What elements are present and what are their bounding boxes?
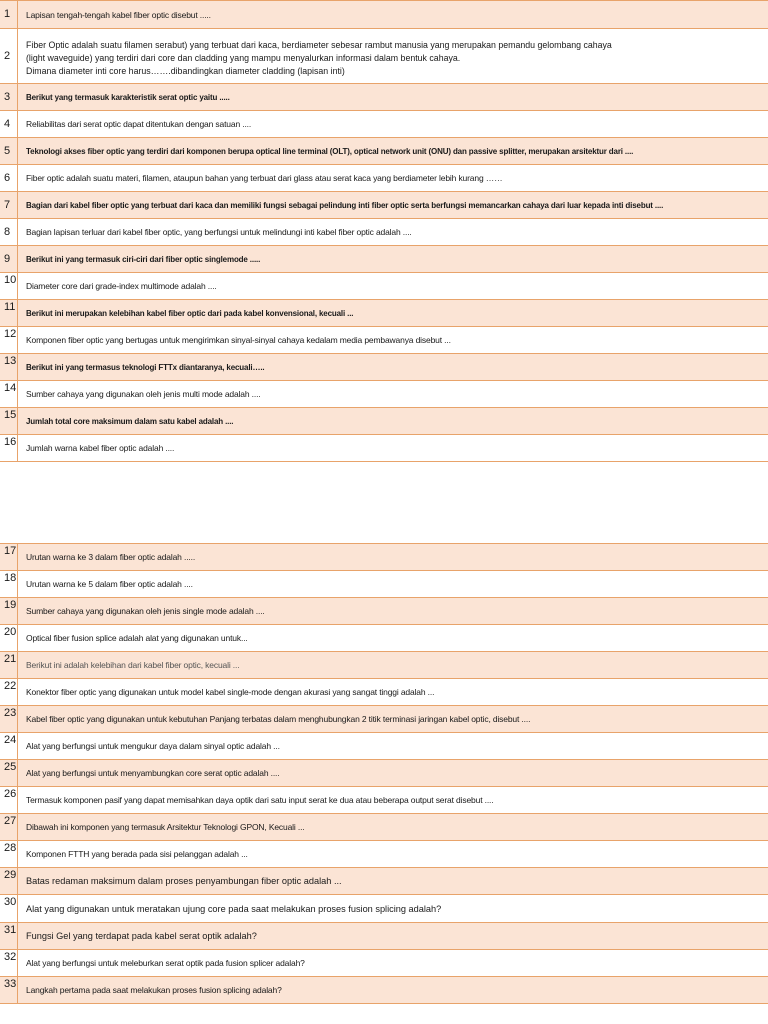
- question-number: 30: [0, 895, 18, 922]
- question-number: 21: [0, 652, 18, 678]
- table-row: [0, 570, 768, 597]
- question-number: 31: [0, 923, 18, 949]
- question-text: Fiber optic adalah suatu materi, filamen, ataupun bahan yang terbuat dari glass atau serat kaca yang berdiameter lebih kurang ……: [26, 173, 503, 183]
- table-row: [0, 949, 768, 976]
- table-row: [0, 245, 768, 272]
- table-row: [0, 759, 768, 786]
- question-number: 32: [0, 950, 18, 976]
- table-row: [0, 624, 768, 651]
- question-text: Komponen FTTH yang berada pada sisi pelanggan adalah ...: [26, 849, 248, 859]
- question-text: Jumlah total core maksimum dalam satu kabel adalah ....: [26, 416, 234, 426]
- table-row: [0, 380, 768, 407]
- question-text: Termasuk komponen pasif yang dapat memisahkan daya optik dari satu input serat ke dua atau beberapa output serat disebut ....: [26, 795, 494, 805]
- question-number: 28: [0, 841, 18, 867]
- table-row: [0, 894, 768, 922]
- question-number: 12: [0, 327, 18, 353]
- question-number: 3: [0, 84, 18, 110]
- table-row: [0, 326, 768, 353]
- question-text: Fiber Optic adalah suatu filamen serabut) yang terbuat dari kaca, berdiameter sebesar rambut manusia yang merupakan pemandu gelombang cahaya (light waveguide) yang terdiri dari core dan cladding yang mampu menyalurkan informasi dalam bentuk cahaya. Dimana diameter inti core harus…….dibandingkan diameter cladding (lapisan inti): [26, 40, 612, 76]
- question-text: Batas redaman maksimum dalam proses penyambungan fiber optic adalah ...: [26, 876, 342, 886]
- table-row: [0, 407, 768, 434]
- question-number: 2: [0, 29, 18, 83]
- table-row: [0, 678, 768, 705]
- question-number: 4: [0, 111, 18, 137]
- question-text: Lapisan tengah-tengah kabel fiber optic disebut .....: [26, 9, 211, 20]
- question-number: 14: [0, 381, 18, 407]
- question-number: 6: [0, 165, 18, 191]
- table-row: [0, 353, 768, 380]
- table-row: [0, 976, 768, 1004]
- question-text: Urutan warna ke 5 dalam fiber optic adalah ....: [26, 579, 193, 589]
- table-row: [0, 813, 768, 840]
- table-row: [0, 705, 768, 732]
- question-text: Berikut ini adalah kelebihan dari kabel fiber optic, kecuali ...: [26, 660, 240, 670]
- question-number: 11: [0, 300, 18, 326]
- table-row: [0, 434, 768, 462]
- question-text: Sumber cahaya yang digunakan oleh jenis multi mode adalah ....: [26, 389, 261, 399]
- question-number: 7: [0, 192, 18, 218]
- table-row: [0, 164, 768, 191]
- question-number: 18: [0, 571, 18, 597]
- table-row: [0, 840, 768, 867]
- question-number: 25: [0, 760, 18, 786]
- question-text: Fungsi Gel yang terdapat pada kabel serat optik adalah?: [26, 931, 257, 941]
- table-row: [0, 867, 768, 894]
- table-row: [0, 922, 768, 949]
- table-row: [0, 191, 768, 218]
- question-number: 13: [0, 354, 18, 380]
- question-number: 24: [0, 733, 18, 759]
- question-text: Konektor fiber optic yang digunakan untuk model kabel single-mode dengan akurasi yang sangat tinggi adalah ...: [26, 687, 435, 697]
- table-row: [0, 597, 768, 624]
- question-text: Berikut yang termasuk karakteristik serat optic yaitu .....: [26, 92, 230, 102]
- question-text: Langkah pertama pada saat melakukan proses fusion splicing adalah?: [26, 985, 282, 995]
- question-text: Urutan warna ke 3 dalam fiber optic adalah .....: [26, 552, 196, 562]
- question-text: Bagian lapisan terluar dari kabel fiber optic, yang berfungsi untuk melindungi inti kabel fiber optic adalah ....: [26, 227, 412, 237]
- question-text: Teknologi akses fiber optic yang terdiri dari komponen berupa optical line terminal (OLT), optical network unit (ONU) dan passive splitter, merupakan arsitektur dari ....: [26, 146, 634, 156]
- question-text: Jumlah warna kabel fiber optic adalah ....: [26, 443, 175, 453]
- question-number: 15: [0, 408, 18, 434]
- question-number: 22: [0, 679, 18, 705]
- question-number: 10: [0, 273, 18, 299]
- question-text: Alat yang berfungsi untuk meleburkan serat optik pada fusion splicer adalah?: [26, 958, 305, 968]
- table-row: [0, 299, 768, 326]
- question-number: 20: [0, 625, 18, 651]
- table-row: [0, 786, 768, 813]
- table-row: [0, 272, 768, 299]
- question-text: Kabel fiber optic yang digunakan untuk kebutuhan Panjang terbatas dalam menghubungkan 2 titik terminasi jaringan kabel optic, disebut ....: [26, 714, 531, 724]
- question-number: 33: [0, 977, 18, 1003]
- question-number: 5: [0, 138, 18, 164]
- question-text: Alat yang berfungsi untuk mengukur daya dalam sinyal optic adalah ...: [26, 741, 280, 751]
- question-number: 17: [0, 544, 18, 570]
- table-row: [0, 110, 768, 137]
- question-text: Diameter core dari grade-index multimode adalah ....: [26, 281, 217, 291]
- question-number: 19: [0, 598, 18, 624]
- table-row: [0, 28, 768, 83]
- question-text: Sumber cahaya yang digunakan oleh jenis single mode adalah ....: [26, 606, 265, 616]
- question-number: 1: [0, 1, 18, 28]
- question-number: 16: [0, 435, 18, 461]
- question-text: Dibawah ini komponen yang termasuk Arsitektur Teknologi GPON, Kecuali ...: [26, 822, 305, 832]
- question-text: Optical fiber fusion splice adalah alat yang digunakan untuk...: [26, 633, 248, 643]
- question-number: 29: [0, 868, 18, 894]
- question-text: Berikut ini yang termasus teknologi FTTx diantaranya, kecuali…..: [26, 362, 265, 372]
- question-number: 23: [0, 706, 18, 732]
- question-table-2: [0, 543, 768, 1004]
- question-number: 27: [0, 814, 18, 840]
- question-number: 26: [0, 787, 18, 813]
- table-row: [0, 218, 768, 245]
- question-text: Berikut ini yang termasuk ciri-ciri dari fiber optic singlemode .....: [26, 254, 261, 264]
- table-row: [0, 0, 768, 28]
- table-row: [0, 651, 768, 678]
- question-number: 9: [0, 246, 18, 272]
- question-number: 8: [0, 219, 18, 245]
- question-text: Komponen fiber optic yang bertugas untuk mengirimkan sinyal-sinyal cahaya kedalam media pembawanya disebut ...: [26, 335, 451, 345]
- question-text: Berikut ini merupakan kelebihan kabel fiber optic dari pada kabel konvensional, kecuali ...: [26, 308, 354, 318]
- question-text: Alat yang berfungsi untuk menyambungkan core serat optic adalah ....: [26, 768, 280, 778]
- table-row: [0, 137, 768, 164]
- table-row: [0, 83, 768, 110]
- table-row: [0, 543, 768, 570]
- question-text: Bagian dari kabel fiber optic yang terbuat dari kaca dan memiliki fungsi sebagai pelindung inti fiber optic serta berfungsi memancarkan cahaya dari luar kepada inti disebut ....: [26, 200, 664, 210]
- question-text: Alat yang digunakan untuk meratakan ujung core pada saat melakukan proses fusion splicing adalah?: [26, 903, 442, 914]
- question-text: Reliabilitas dari serat optic dapat ditentukan dengan satuan ....: [26, 119, 252, 129]
- table-row: [0, 732, 768, 759]
- question-table-1: [0, 0, 768, 462]
